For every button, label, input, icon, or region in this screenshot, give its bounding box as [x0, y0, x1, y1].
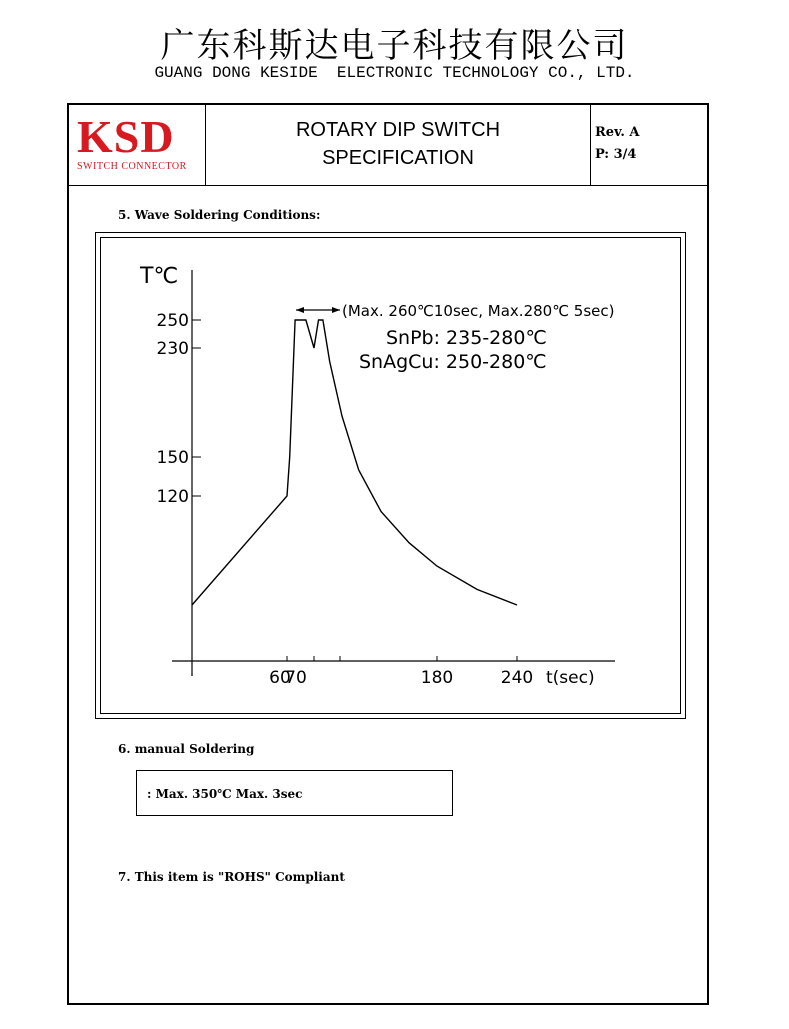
logo-text: KSD — [77, 111, 175, 162]
x-tick-label: 60 — [269, 668, 291, 688]
y-tick-label: 120 — [156, 487, 189, 507]
section-rohs: 7. This item is "ROHS" Compliant — [118, 870, 345, 884]
section-manual-title: 6. manual Soldering — [118, 742, 255, 756]
manual-soldering-box — [136, 770, 453, 816]
title-line-2: SPECIFICATION — [322, 147, 474, 169]
y-tick-label: 250 — [156, 311, 189, 331]
page-number: P: 3/4 — [595, 147, 637, 162]
title-line-1: ROTARY DIP SWITCH — [295, 119, 501, 141]
annotation-snpb: SnPb: 235-280℃ — [386, 327, 547, 349]
y-axis-label: T℃ — [140, 264, 179, 289]
x-tick-label: 180 — [420, 668, 454, 688]
logo-subtitle: SWITCH CONNECTOR — [77, 161, 187, 172]
manual-soldering-note: : Max. 350℃ Max. 3sec — [147, 787, 303, 801]
annotation-snagcu: SnAgCu: 250-280℃ — [359, 351, 547, 373]
peak-arrow-head-right — [332, 307, 340, 313]
peak-arrow-head-left — [296, 307, 304, 313]
x-tick-label: 240 — [500, 668, 534, 688]
company-name-en: GUANG DONG KESIDE ELECTRONIC TECHNOLOGY CO., LTD. — [154, 64, 635, 82]
revision: Rev. A — [595, 125, 640, 140]
x-axis-label: t(sec) — [546, 668, 595, 688]
section-wave-title: 5. Wave Soldering Conditions: — [118, 208, 321, 222]
y-tick-label: 150 — [156, 448, 189, 468]
annotation-peak: (Max. 260℃10sec, Max.280℃ 5sec) — [342, 302, 615, 320]
x-tick-label: 70 — [285, 668, 307, 688]
y-tick-label: 230 — [156, 339, 189, 359]
company-name-cn: 广东科斯达电子科技有限公司 — [160, 26, 629, 66]
